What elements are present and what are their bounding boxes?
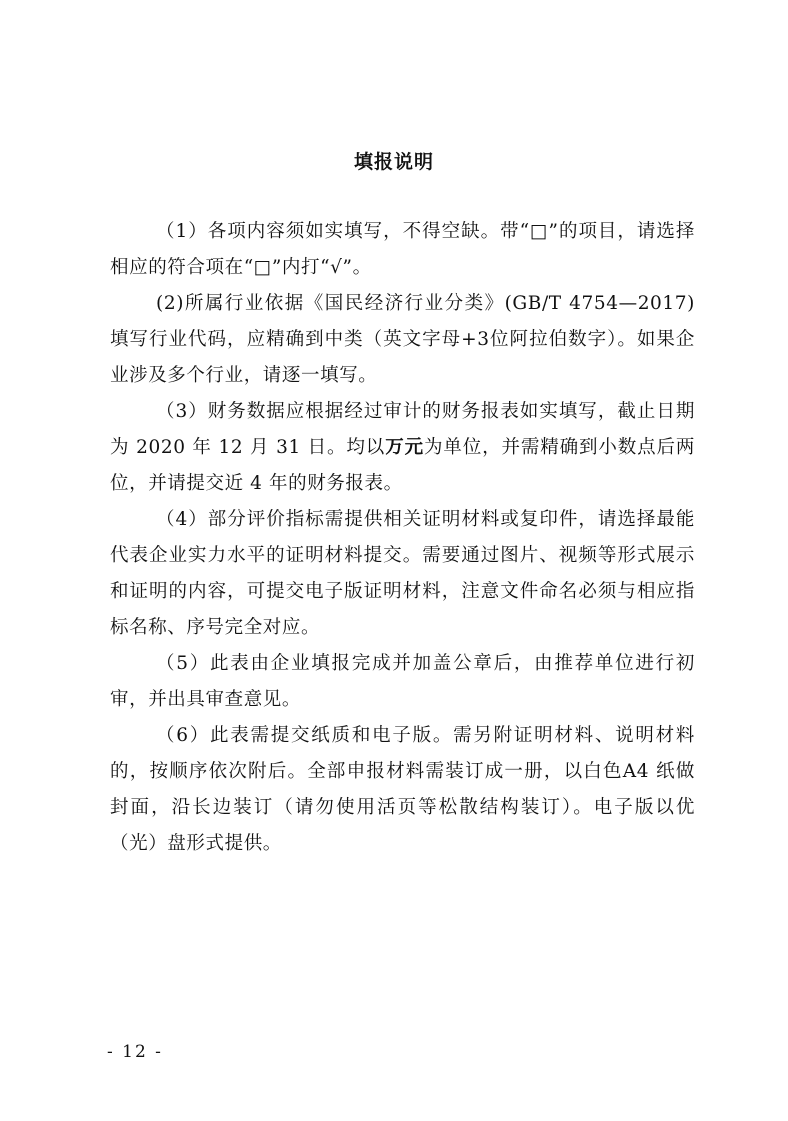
instruction-paragraph-2: (2)所属行业依据《国民经济行业分类》(GB/T 4754—2017)填写行业代码，应精确到中类（英文字母+3位阿拉伯数字）。如果企业涉及多个行业，请逐一填写。 (110, 293, 695, 386)
instruction-paragraph-3 (110, 394, 695, 502)
instructions-body (110, 214, 695, 862)
instruction-paragraph-3-text-before: （3）财务数据应根据经过审计的财务报表如实填写，截止日期为 2020 年 12 月 31 日。均以 (110, 401, 695, 458)
page-number: - 12 - (107, 1042, 163, 1062)
page-title: 填报说明 (353, 151, 434, 173)
instruction-paragraph-4: （4）部分评价指标需提供相关证明材料或复印件，请选择最能代表企业实力水平的证明材料提交。需要通过图片、视频等形式展示和证明的内容，可提交电子版证明材料，注意文件命名必须与相应指标名称、序号完全对应。 (110, 509, 695, 638)
unit-emphasis: 万元 (385, 437, 424, 458)
instruction-paragraph-3-text-after: 为单位，并需精确到小数点后两位，并请提交近 4 年的财务报表。 (110, 437, 696, 494)
instruction-paragraph-1: （1）各项内容须如实填写，不得空缺。带“□”的项目，请选择相应的符合项在“□”内打“√”。 (110, 221, 695, 278)
instruction-paragraph-5: （5）此表由企业填报完成并加盖公章后，由推荐单位进行初审，并出具审查意见。 (110, 653, 695, 710)
instruction-paragraph-6: （6）此表需提交纸质和电子版。需另附证明材料、说明材料的，按顺序依次附后。全部申报材料需装订成一册，以白色A4 纸做封面，沿长边装订（请勿使用活页等松散结构装订）。电子版以优（光）盘形式提供。 (110, 725, 695, 854)
